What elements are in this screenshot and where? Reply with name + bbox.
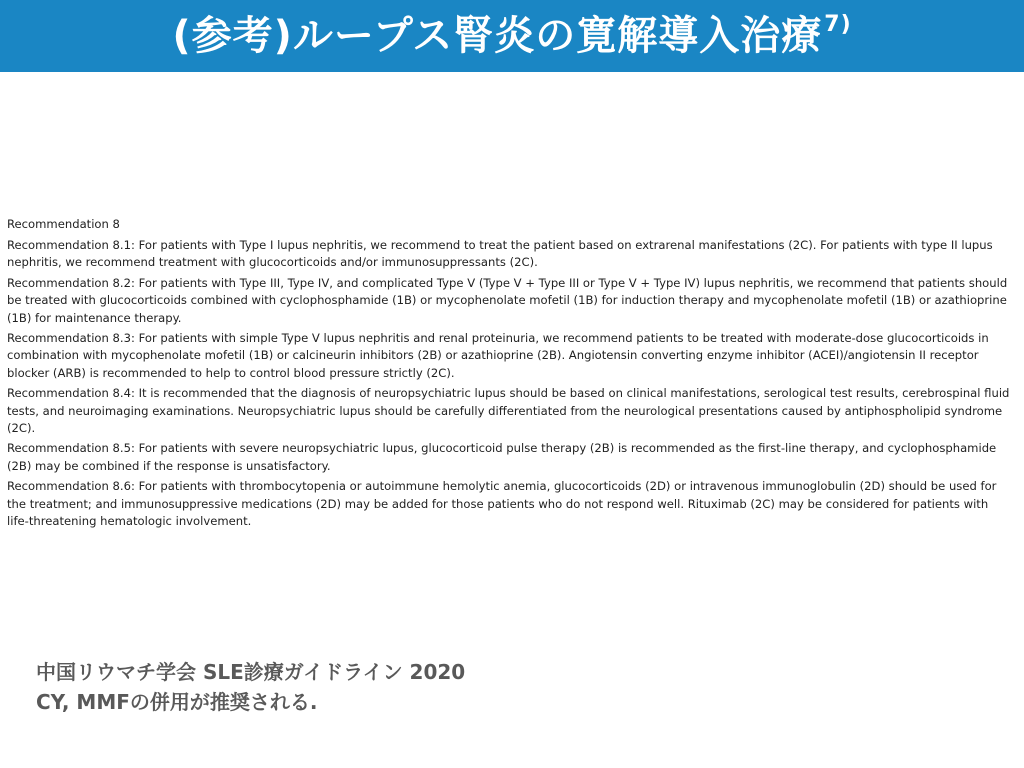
recommendation-8-5: Recommendation 8.5: For patients with severe neuropsychiatric lupus, glucocorticoid pulse therapy (2B) is recommended as the first-line therapy, and cyclophosphamide (2B) may be combined if the response is unsatisfactory. [7,441,997,473]
source-note [36,657,465,717]
recommendation-8-6: Recommendation 8.6: For patients with thrombocytopenia or autoimmune hemolytic anemia, glucocorticoids (2D) or intravenous immunoglobulin (2D) should be used for the treatment; and immunosuppressive medications (2D) may be added for those patients who do not respond well. Rituximab (2C) may be considered for patients with life-threatening hematologic involvement. [7,479,997,528]
source-citation: 中国リウマチ学会 SLE診療ガイドライン 2020 [36,660,466,684]
recommendation-8-3: Recommendation 8.3: For patients with simple Type V lupus nephritis and renal proteinuria, we recommend patients to be treated with moderate-dose glucocorticoids in combination with mycophenolate mofetil (1B) or calcineurin inhibitors (2B) or azathioprine (2B). Angiotensin converting enzyme inhibitor (ACEI)/angiotensin II receptor blocker (ARB) is recommended to help to control blood pressure strictly (2C). [7,331,989,380]
title-reference-superscript: 7) [824,11,852,37]
slide-title-text: (参考)ループス腎炎の寛解導入治療 [172,13,823,59]
title-bar [0,0,1024,72]
recommendation-8-2: Recommendation 8.2: For patients with Type III, Type IV, and complicated Type V (Type V + Type III or Type V + Type IV) lupus nephritis, we recommend that patients should be treated with glucocorticoids combined with cyclophosphamide (1B) or mycophenolate mofetil (1B) for induction therapy and mycophenolate mofetil (1B) or azathioprine (1B) for maintenance therapy. [7,276,1008,325]
recommendation-8-4: Recommendation 8.4: It is recommended that the diagnosis of neuropsychiatric lupus should be based on clinical manifestations, serological test results, cerebrospinal fluid tests, and neuroimaging examinations. Neuropsychiatric lupus should be carefully differentiated from the neurological presentations caused by antiphospholipid syndrome (2C). [7,386,1010,435]
recommendation-8-1: Recommendation 8.1: For patients with Type I lupus nephritis, we recommend to treat the patient based on extrarenal manifestations (2C). For patients with type II lupus nephritis, we recommend treatment with glucocorticoids and/or immunosuppressants (2C). [7,238,993,270]
guideline-excerpt [7,216,1011,533]
slide-title [172,11,852,59]
recommendation-heading: Recommendation 8 [7,217,120,231]
source-summary: CY, MMFの併用が推奨される. [36,690,318,714]
